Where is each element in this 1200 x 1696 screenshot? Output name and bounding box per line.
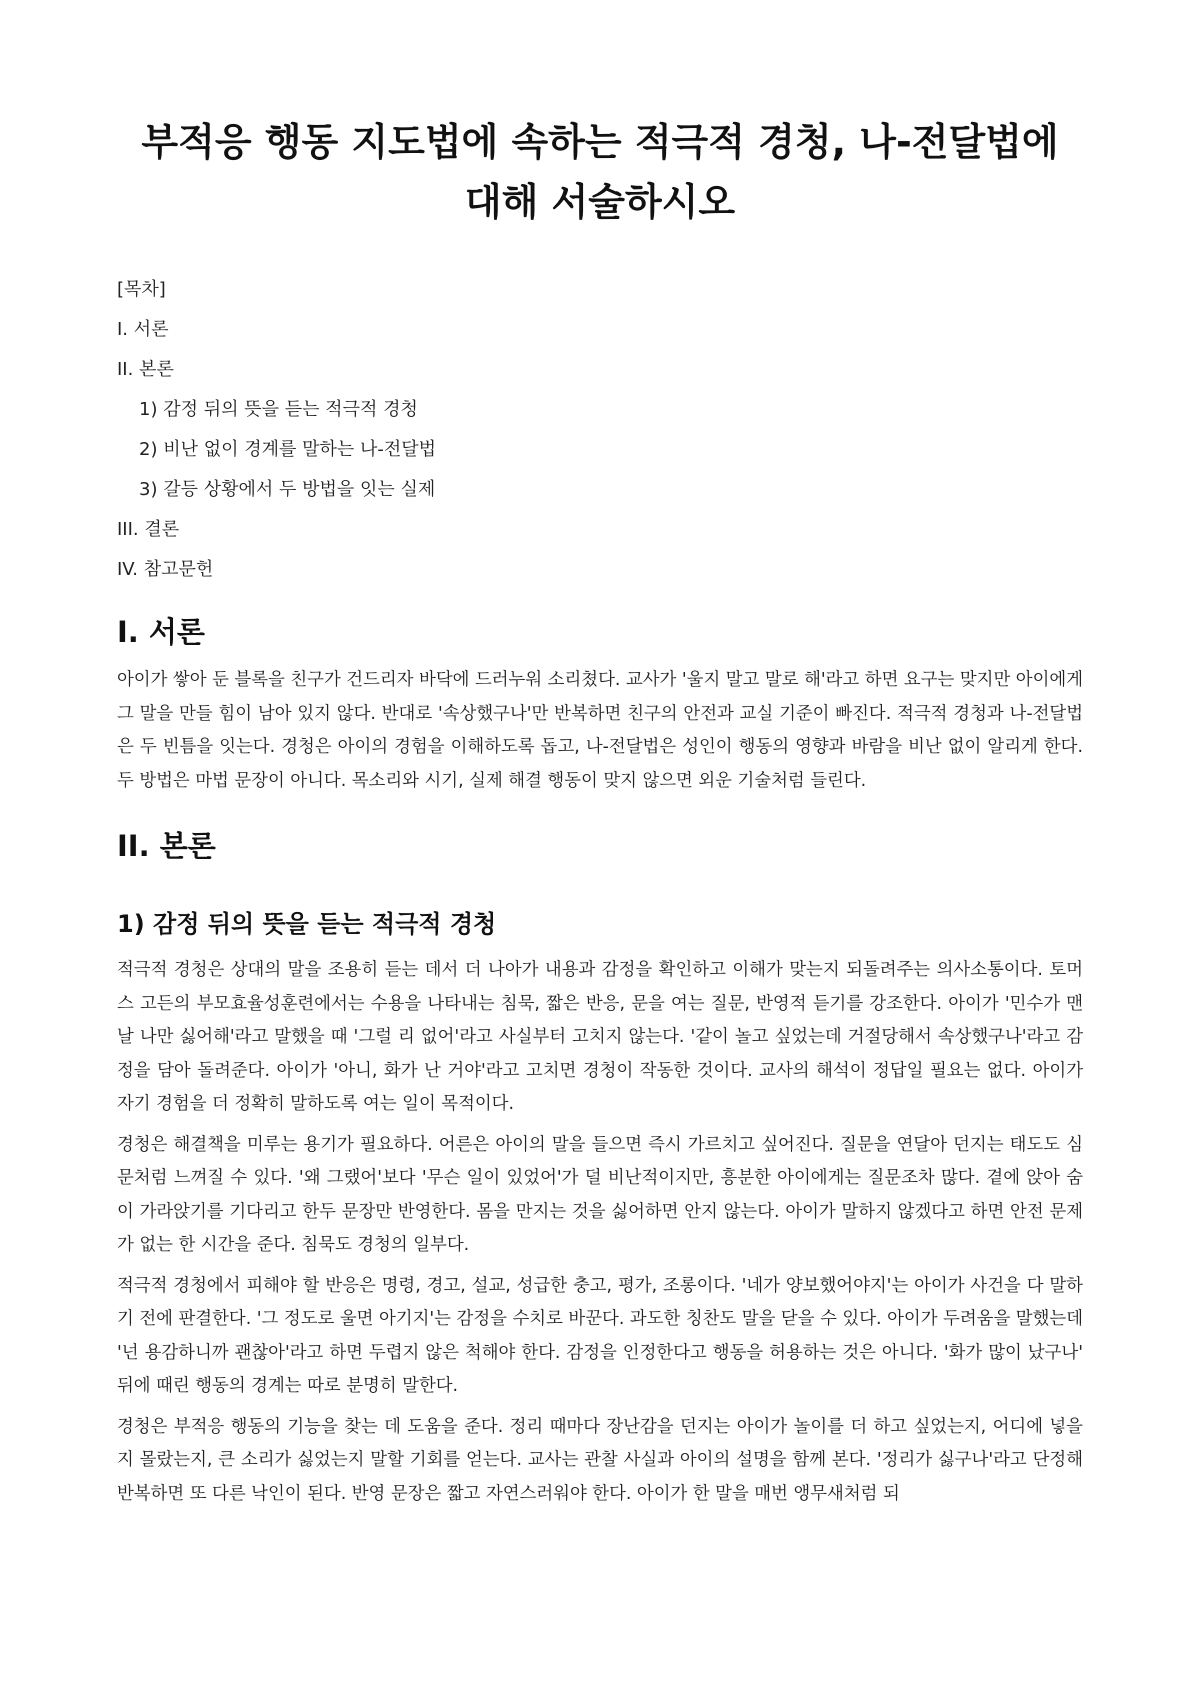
- intro-paragraph: 아이가 쌓아 둔 블록을 친구가 건드리자 바닥에 드러누워 소리쳤다. 교사가 '울지 말고 말로 해'라고 하면 요구는 맞지만 아이에게 그 말을 만들 힘이 남아 있지 않다. 반대로 '속상했구나'만 반복하면 친구의 안전과 교실 기준이 빠진다. 적극적 경청과 나-전달법은 두 빈틈을 잇는다. 경청은 아이의 경험을 이해하도록 돕고, 나-전달법은 성인이 행동의 영향과 바람을 비난 없이 알리게 한다. 두 방법은 마법 문장이 아니다. 목소리와 시기, 실제 해결 행동이 맞지 않으면 외운 기술처럼 들린다.: [117, 670, 1083, 791]
- table-of-contents: [117, 270, 1083, 590]
- toc-item-body-2: 2) 비난 없이 경계를 말하는 나-전달법: [139, 439, 437, 460]
- toc-item-intro: I. 서론: [117, 319, 169, 340]
- toc-item-body-1: 1) 감정 뒤의 뜻을 듣는 적극적 경청: [139, 399, 418, 420]
- body-paragraph: 적극적 경청은 상대의 말을 조용히 듣는 데서 더 나아가 내용과 감정을 확인하고 이해가 맞는지 되돌려주는 의사소통이다. 토머스 고든의 부모효율성훈련에서는 수용을 나타내는 침묵, 짧은 반응, 문을 여는 질문, 반영적 듣기를 강조한다. 아이가 '민수가 맨날 나만 싫어해'라고 말했을 때 '그럴 리 없어'라고 사실부터 고치지 않는다. '같이 놀고 싶었는데 거절당해서 속상했구나'라고 감정을 담아 돌려준다. 아이가 '아니, 화가 난 거야'라고 고치면 경청이 작동한 것이다. 교사의 해석이 정답일 필요는 없다. 아이가 자기 경험을 더 정확히 말하도록 여는 일이 목적이다.: [117, 960, 1083, 1114]
- section-introduction: [117, 612, 1083, 798]
- section-title-introduction: I. 서론: [117, 615, 205, 649]
- toc-item-body: II. 본론: [117, 359, 174, 380]
- subsection-active-listening: [117, 906, 1083, 1511]
- subsection-title-active-listening: 1) 감정 뒤의 뜻을 듣는 적극적 경청: [117, 910, 497, 938]
- toc-item-references: IV. 참고문헌: [117, 559, 214, 580]
- section-body: [117, 826, 1083, 1511]
- body-paragraph: 경청은 부적응 행동의 기능을 찾는 데 도움을 준다. 정리 때마다 장난감을 던지는 아이가 놀이를 더 하고 싶었는지, 어디에 넣을지 몰랐는지, 큰 소리가 싫었는지 말할 기회를 얻는다. 교사는 관찰 사실과 아이의 설명을 함께 본다. '정리가 싫구나'라고 단정해 반복하면 또 다른 낙인이 된다. 반영 문장은 짧고 자연스러워야 한다. 아이가 한 말을 매번 앵무새처럼 되: [117, 1416, 1083, 1504]
- toc-item-body-3: 3) 갈등 상황에서 두 방법을 잇는 실제: [139, 479, 436, 500]
- body-paragraph: 적극적 경청에서 피해야 할 반응은 명령, 경고, 설교, 성급한 충고, 평가, 조롱이다. '네가 양보했어야지'는 아이가 사건을 다 말하기 전에 판결한다. '그 정도로 울면 아기지'는 감정을 수치로 바꾼다. 과도한 칭찬도 말을 닫을 수 있다. 아이가 두려움을 말했는데 '넌 용감하니까 괜찮아'라고 하면 두렵지 않은 척해야 한다. 감정을 인정한다고 행동을 허용하는 것은 아니다. '화가 많이 났구나' 뒤에 때린 행동의 경계는 따로 분명히 말한다.: [117, 1275, 1083, 1396]
- toc-heading: [목차]: [117, 279, 166, 300]
- section-title-body: II. 본론: [117, 829, 216, 863]
- document-title: 부적응 행동 지도법에 속하는 적극적 경청, 나-전달법에 대해 서술하시오: [141, 120, 1059, 224]
- body-paragraph: 경청은 해결책을 미루는 용기가 필요하다. 어른은 아이의 말을 들으면 즉시 가르치고 싶어진다. 질문을 연달아 던지는 태도도 심문처럼 느껴질 수 있다. '왜 그랬어'보다 '무슨 일이 있었어'가 덜 비난적이지만, 흥분한 아이에게는 질문조차 많다. 곁에 앉아 숨이 가라앉기를 기다리고 한두 문장만 반영한다. 몸을 만지는 것을 싫어하면 안지 않는다. 아이가 말하지 않겠다고 하면 안전 문제가 없는 한 시간을 준다. 침묵도 경청의 일부다.: [117, 1134, 1083, 1255]
- toc-item-conclusion: III. 결론: [117, 519, 180, 540]
